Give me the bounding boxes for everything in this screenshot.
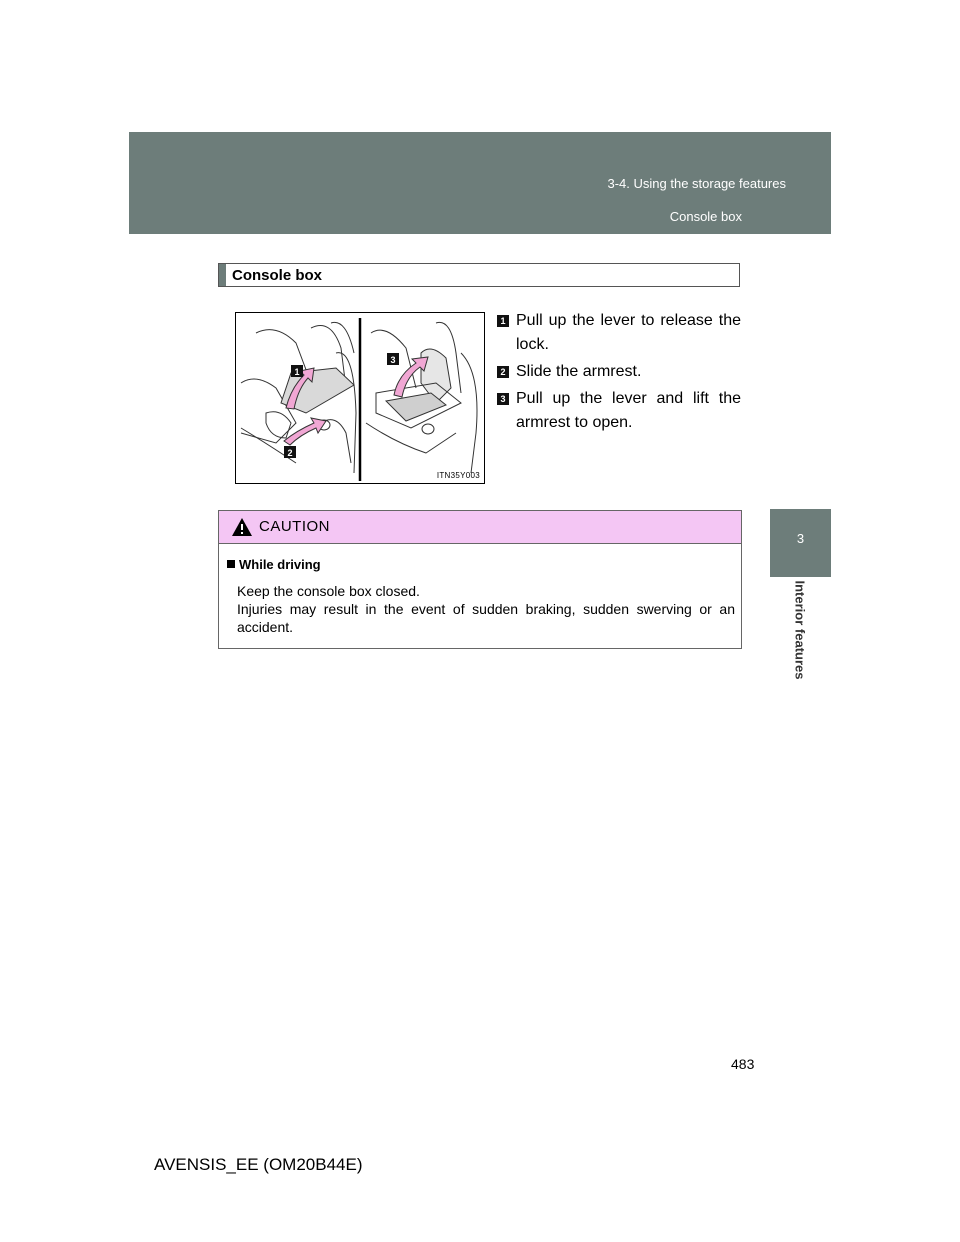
figure-code: ITN35Y003 (436, 471, 480, 480)
caution-subheading (227, 556, 735, 574)
step-item (497, 309, 741, 357)
callout-2: 2 (287, 448, 293, 458)
warning-icon (231, 517, 253, 537)
step-text: Pull up the lever and lift the armrest to open. (516, 390, 741, 431)
step-item (497, 387, 741, 435)
step-number: 1 (497, 315, 509, 327)
chapter-number: 3 (796, 531, 805, 546)
bullet-square-icon (227, 560, 235, 568)
caution-line: Injuries may result in the event of sudden braking, sudden swerving or an accident. (237, 601, 735, 635)
step-text: Slide the armrest. (516, 363, 642, 380)
chapter-label: Interior features (792, 580, 808, 680)
caution-body (219, 544, 741, 636)
step-list (497, 309, 741, 438)
caution-box (218, 510, 742, 649)
header-band (129, 132, 831, 234)
header-section-title: 3-4. Using the storage features (607, 176, 786, 191)
console-box-illustration (235, 312, 485, 484)
step-number: 3 (497, 393, 509, 405)
header-topic: Console box (669, 209, 742, 224)
console-illustration-drawing (236, 313, 484, 483)
page-number: 483 (731, 1056, 755, 1072)
step-item (497, 360, 741, 384)
section-title-bar (219, 264, 226, 286)
footer-manual-code: AVENSIS_EE (OM20B44E) (154, 1155, 363, 1174)
callout-1: 1 (294, 367, 300, 377)
caution-header (219, 511, 741, 544)
section-title-box (218, 263, 740, 287)
chapter-tab (770, 509, 831, 577)
section-title: Console box (232, 267, 323, 284)
caution-title: CAUTION (259, 518, 330, 535)
step-text: Pull up the lever to release the lock. (516, 312, 741, 353)
callout-3: 3 (390, 355, 396, 365)
caution-line: Keep the console box closed. (237, 583, 420, 599)
caution-subheading-text: While driving (239, 557, 321, 572)
step-number: 2 (497, 366, 509, 378)
